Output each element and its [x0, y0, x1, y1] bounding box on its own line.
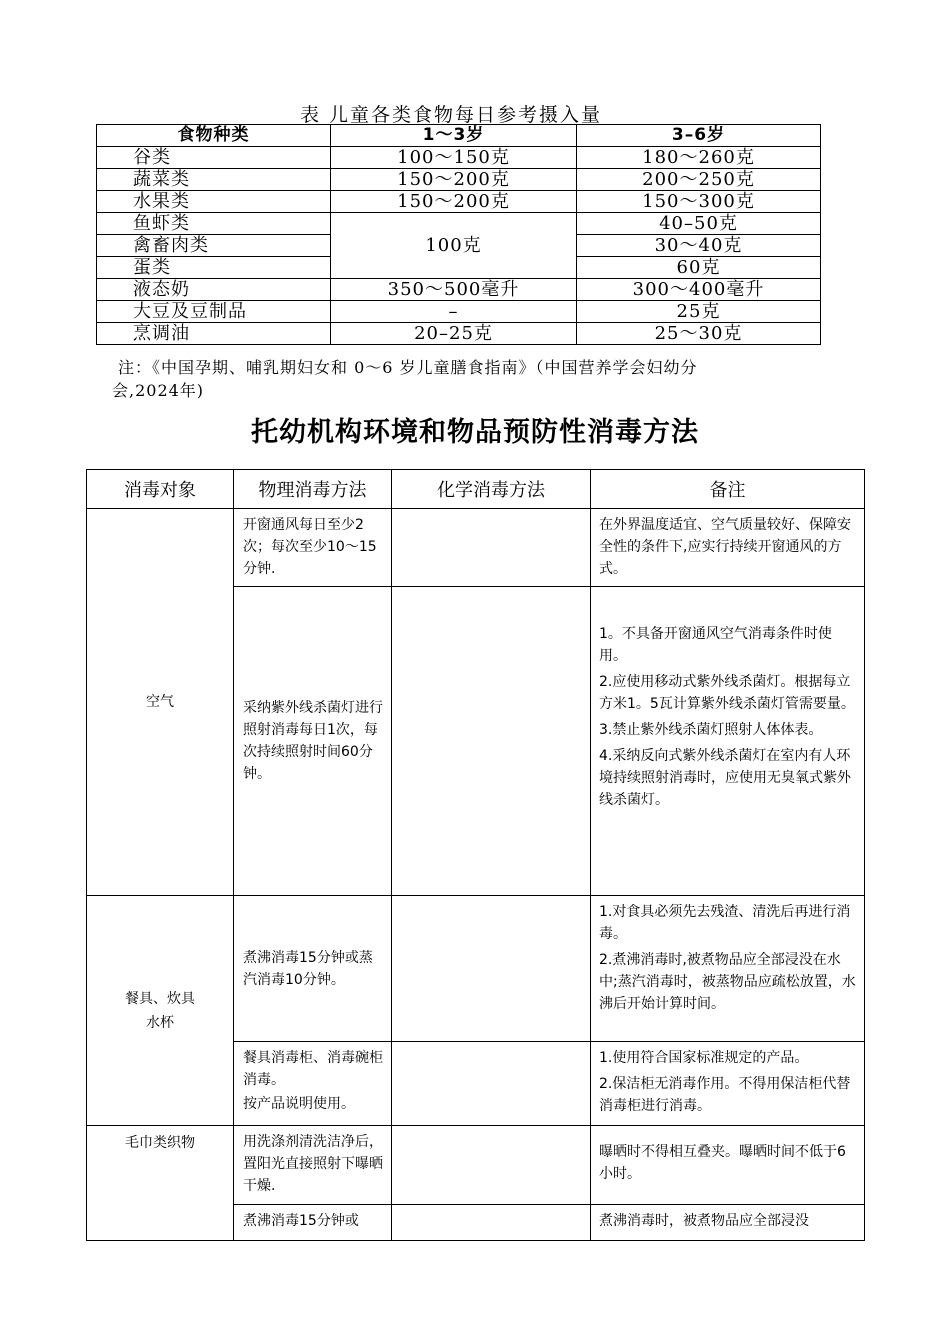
chemical-method	[392, 1205, 591, 1241]
amount-1-3: 150～200克	[331, 191, 577, 213]
amount-1-3: 350～500毫升	[331, 279, 577, 301]
remarks	[591, 1205, 865, 1241]
food-name: 蛋类	[97, 257, 331, 279]
food-table-title: 表 儿童各类食物每日参考摄入量	[300, 104, 603, 126]
food-name: 液态奶	[97, 279, 331, 301]
amount-3-6: 25克	[577, 301, 821, 323]
table-row	[97, 279, 821, 301]
food-name: 大豆及豆制品	[97, 301, 331, 323]
chemical-method	[392, 1126, 591, 1205]
chemical-method	[392, 587, 591, 896]
header-remarks: 备注	[591, 470, 865, 509]
header-age-3-6: 3–6岁	[577, 125, 821, 147]
note-line: 会,2024年)	[112, 381, 205, 400]
physical-method: 煮沸消毒15分钟或	[234, 1205, 392, 1241]
table-header-row	[87, 470, 865, 509]
remark-item: 煮沸消毒时，被煮物品应全部浸没	[599, 1213, 809, 1229]
remarks	[591, 1042, 865, 1126]
object-air: 空气	[87, 509, 234, 896]
amount-3-6: 200～250克	[577, 169, 821, 191]
object-towels: 毛巾类织物	[87, 1126, 234, 1241]
header-physical: 物理消毒方法	[234, 470, 392, 509]
food-name: 谷类	[97, 147, 331, 169]
remarks	[591, 509, 865, 587]
chemical-method	[392, 509, 591, 587]
physical-line: 餐具消毒柜、消毒碗柜消毒。	[243, 1050, 383, 1088]
disinfection-title: 托幼机构环境和物品预防性消毒方法	[251, 417, 699, 448]
remark-item: 3.禁止紫外线杀菌灯照射人体体表。	[599, 722, 823, 738]
remark-item: 1。不具备开窗通风空气消毒条件时使用。	[599, 626, 832, 664]
disinfection-table	[86, 469, 865, 1241]
food-table-note	[112, 356, 838, 402]
remarks	[591, 587, 865, 896]
table-row	[87, 896, 865, 1042]
remark-item: 1.使用符合国家标准规定的产品。	[599, 1050, 809, 1066]
food-name: 水果类	[97, 191, 331, 213]
header-food-type: 食物种类	[97, 125, 331, 147]
remark-item: 2.应使用移动式紫外线杀菌灯。根据每立方米1。5瓦计算紫外线杀菌灯管需要量。	[599, 674, 855, 712]
object-tableware	[87, 896, 234, 1126]
physical-method: 煮沸消毒15分钟或蒸汽消毒10分钟。	[234, 896, 392, 1042]
remark-item: 2.保洁柜无消毒作用。不得用保洁柜代替消毒柜进行消毒。	[599, 1076, 851, 1114]
physical-method: 开窗通风每日至少2次；每次至少10～15分钟.	[234, 509, 392, 587]
header-chemical: 化学消毒方法	[392, 470, 591, 509]
amount-3-6: 40–50克	[577, 213, 821, 235]
merged-amount-1-3: 100克	[331, 213, 577, 279]
physical-method: 采纳紫外线杀菌灯进行照射消毒每日1次，每次持续照射时间60分钟。	[234, 587, 392, 896]
object-line: 水杯	[146, 1014, 174, 1031]
table-row	[97, 191, 821, 213]
food-name: 禽畜肉类	[97, 235, 331, 257]
food-name: 烹调油	[97, 323, 331, 345]
food-name: 蔬菜类	[97, 169, 331, 191]
header-object: 消毒对象	[87, 470, 234, 509]
amount-1-3: 20–25克	[331, 323, 577, 345]
table-header-row	[97, 125, 821, 147]
remark-item: 4.采纳反向式紫外线杀菌灯在室内有人环境持续照射消毒时，应使用无臭氧式紫外线杀菌灯。	[599, 748, 851, 808]
amount-1-3: 100～150克	[331, 147, 577, 169]
remark-item: 2.煮沸消毒时,被煮物品应全部浸没在水中;蒸汽消毒时，被蒸物品应疏松放置，水沸后开始计算时间。	[599, 952, 856, 1012]
amount-3-6: 30～40克	[577, 235, 821, 257]
remark-item: 在外界温度适宜、空气质量较好、保障安全性的条件下,应实行持续开窗通风的方式。	[599, 517, 851, 577]
note-line: 注：《中国孕期、哺乳期妇女和 0～6 岁儿童膳食指南》（中国营养学会妇幼分	[118, 358, 698, 377]
chemical-method	[392, 896, 591, 1042]
amount-1-3: –	[331, 301, 577, 323]
remark-item: 曝晒时不得相互叠夹。曝晒时间不低于6小时。	[599, 1144, 846, 1182]
amount-3-6: 150～300克	[577, 191, 821, 213]
table-row	[97, 323, 821, 345]
header-age-1-3: 1～3岁	[331, 125, 577, 147]
food-name: 鱼虾类	[97, 213, 331, 235]
physical-method: 用洗涤剂清洗洁净后，置阳光直接照射下曝晒干燥.	[234, 1126, 392, 1205]
remark-item: 1.对食具必须先去残渣、清洗后再进行消毒。	[599, 904, 851, 942]
table-row	[87, 509, 865, 587]
remarks	[591, 1126, 865, 1205]
amount-3-6: 60克	[577, 257, 821, 279]
object-line: 餐具、炊具	[125, 990, 195, 1007]
amount-3-6: 25～30克	[577, 323, 821, 345]
chemical-method	[392, 1042, 591, 1126]
table-row	[97, 213, 821, 235]
remarks	[591, 896, 865, 1042]
physical-line: 按产品说明使用。	[243, 1096, 355, 1112]
table-row	[97, 147, 821, 169]
table-row	[97, 169, 821, 191]
amount-3-6: 300～400毫升	[577, 279, 821, 301]
table-row	[87, 1126, 865, 1205]
amount-1-3: 150～200克	[331, 169, 577, 191]
food-intake-table	[96, 124, 821, 345]
table-row	[97, 301, 821, 323]
amount-3-6: 180～260克	[577, 147, 821, 169]
physical-method	[234, 1042, 392, 1126]
